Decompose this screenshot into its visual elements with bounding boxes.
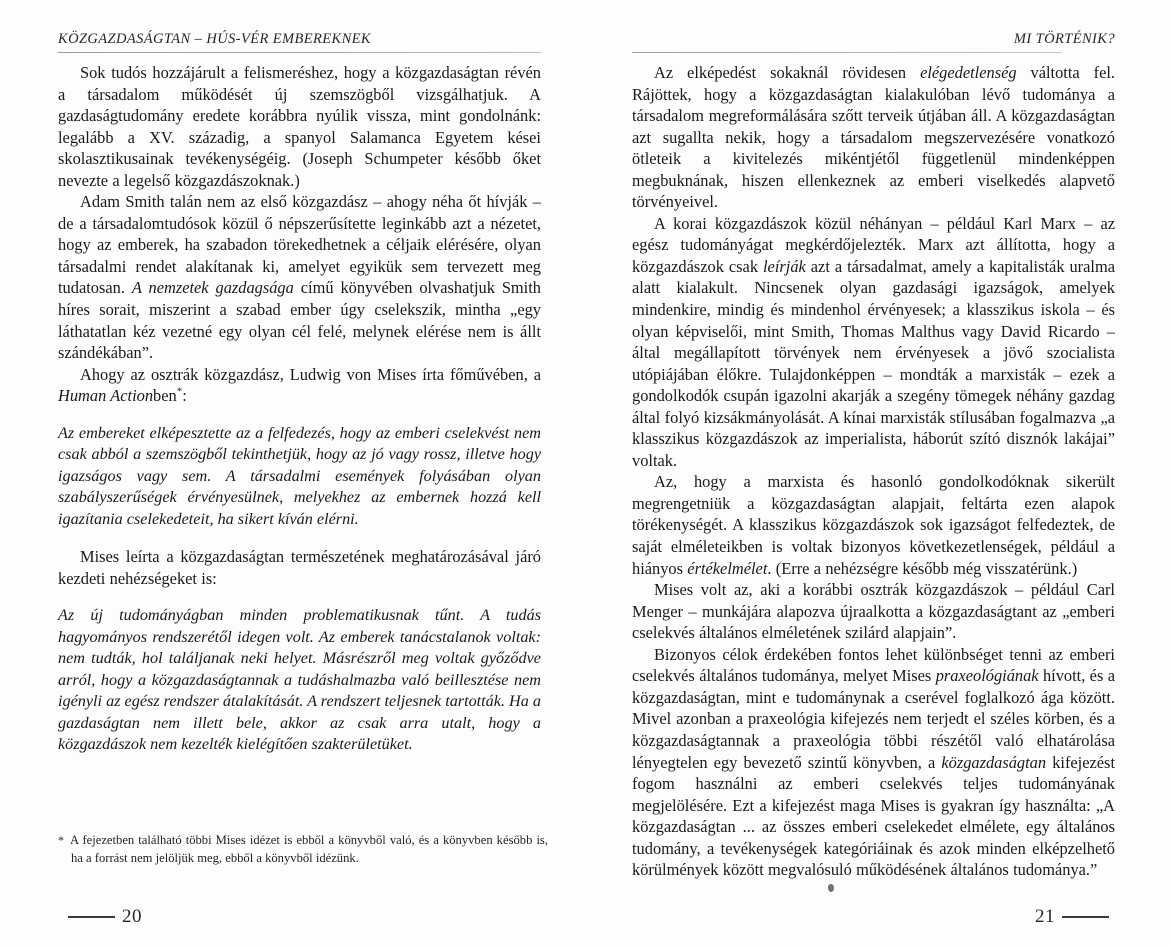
paragraph-intro: Sok tudós hozzájárult a felismeréshez, hogy a közgazdaságtan révén a társadalom működését új szemszögből vizsgálhatjuk. A gazdaságtudomány eredete korábbra nyúlik vissza, mint gondolnánk: legalább a XV. századig, a spanyol Salamanca Egyetem kései skolasztikusainak tevékenységéig. (Joseph Schumpeter később őket nevezte a legelső közgazdászoknak.) (58, 63, 541, 190)
paragraph-marx (632, 213, 1115, 472)
right-page (586, 0, 1171, 946)
emphasis-leirjak: leírják (763, 256, 806, 276)
emphasis-kozgazdasagtan: közgazdaságtan (941, 752, 1047, 772)
run-text: hívott, és a közgazdaságtan, mint e tudománynak a cserével foglalkozó ága között. Mivel azonban a praxeológia kifejezés nem terjedt el széles körben, és a közgazdaságtannak a praxeológia többi részétől való elhatárolása lényegtelen egy bevezető szintű könyvben, a (632, 666, 1115, 772)
paragraph-praxeologia (632, 644, 1115, 881)
run-text: Az elképedést sokaknál rövidesen (654, 63, 921, 82)
emphasis-praxeologianak: praxeológiának (935, 666, 1039, 686)
paragraph-mises-intro (58, 364, 541, 407)
paragraph-mises-difficulties: Mises leírta a közgazdaságtan természetének meghatározásával járó kezdeti nehézségeket is: (58, 547, 541, 588)
run-text: Ahogy az osztrák közgazdász, Ludwig von Mises írta főművében, a (80, 364, 541, 384)
left-running-head-text: KÖZGAZDASÁGTAN – HÚS-VÉR EMBEREKNEK (58, 31, 371, 47)
spacer (58, 589, 541, 605)
paragraph-adam-smith (58, 191, 541, 363)
spacer (58, 530, 541, 546)
run-text: váltotta fel. Rájöttek, hogy a közgazdaságtan kialakulóban lévő tudománya a társadalom megreformálására szőtt terveik útjában áll. A közgazdaságtan azt sugallta nekik, hogy a társadalom megszervezésére vonatkozó ötleteik a kivitelezés mikéntjétől függetlenül mindenképpen megbuknának, hiszen ellenkeznek az emberi viselkedés alapvető törvényeivel. (632, 63, 1116, 212)
paragraph-elkepedes (632, 62, 1115, 213)
right-running-head (632, 0, 1115, 62)
run-text: című könyvében olvashatjuk Smith híres sorait, miszerint a szabad ember úgy cselekszik, mintha „egy láthatatlan kéz vezetné egy olyan cél felé, melynek elérése nem is állt szándékában”. (58, 278, 541, 363)
book-title-human-action: Human Action (58, 386, 154, 406)
right-text-column (632, 62, 1115, 881)
paragraph-alapok-torekenysege (632, 471, 1115, 579)
folio-left (68, 906, 142, 928)
paragraph-menger: Mises volt az, aki a korábbi osztrák közgazdászok – például Carl Menger – munkájára alapozva újraalkotta a közgazdaságtant az „emberi cselekvés általános elméletének szilárd alapjain”. (632, 580, 1115, 643)
right-running-head-rule (632, 52, 1062, 53)
run-text: : (182, 386, 187, 406)
right-running-head-text: MI TÖRTÉNIK? (1013, 31, 1115, 47)
run-text: Bizonyos célok érdekében fontos lehet különbséget tenni az emberi cselekvés általános tudománya, melyet Mises (632, 644, 1115, 686)
footnote-text: A fejezetben található többi Mises idézet is ebből a könyvből való, és a könyvben később is, ha a forrást nem jelöljük meg, ebből a könyvből idézünk. (70, 833, 548, 865)
book-title-nemzetek-gazdagsaga: A nemzetek gazdagsága (131, 278, 294, 298)
spacer (58, 407, 541, 423)
blockquote-mises-1: Az embereket elképesztette az a felfedezés, hogy az emberi cselekvést nem csak abból a szemszögből tekinthetjük, hogy az jó vagy rossz, illetve hogy igazságos vagy sem. A társadalmi események folyásában olyan szabályszerűségek érvényesülnek, melyekhez az embernek hozzá kell igazítania cselekedeteit, ha sikert kíván elérni. (58, 423, 541, 528)
left-text-column (58, 62, 541, 756)
run-text: A korai közgazdászok közül néhányan – például Karl Marx – az egész tudományágat megkérdőjelezték. Marx azt állította, hogy a közgazdászok csak (632, 213, 1115, 276)
page-number: 21 (1035, 906, 1055, 927)
run-text: Az, hogy a marxista és hasonló gondolkodóknak sikerült megrengetniük a közgazdaságtan alapjait, feltárta ezen alapok törékenységét. A klasszikus közgazdászok sok igazságot felfedeztek, de saját elméleteikben is voltak bizonyos következetlenségek, például a hiányos (632, 472, 1115, 578)
folio-rule (68, 916, 115, 918)
folio-right (1035, 906, 1109, 928)
left-running-head-rule (58, 52, 541, 53)
left-running-head (58, 0, 541, 62)
emphasis-ertekelmelet: értékelmélet (687, 558, 768, 578)
emphasis-elegedetlenseg: elégedetlenség (920, 63, 1017, 82)
run-text: azt a társadalmat, amely a kapitalisták uralma alatt kialakult. Nincsenek olyan gazdasági igazságok, amelyek mindenkire, mindig és mindenhol érvényesek; a klasszikus iskola – és olyan képviselői, mint Smith, Thomas Malthus vagy David Ricardo – által megállapított törvények nem érvényesek a jövő szocialista utópiájában élőkre. Tulajdonképpen – mondták a marxisták – ezek a gondolkodók csupán igazolni akarják a szegény tömegek néhány gazdag által folyó kizsákmányolását. A kínai marxisták stílusában fogalmazva „a klasszikus közgazdászok az imperialista, háborút szító disznók lakájai” voltak. (632, 256, 1115, 470)
folio-rule (1062, 916, 1109, 918)
blockquote-mises-2: Az új tudományágban minden problematikusnak tűnt. A tudás hagyományos rendszerétől idegen volt. Az emberek tanácstalanok voltak: nem tudták, hol találjanak neki helyet. Másrészről meg voltak győződve arról, hogy a közgazdaságtannak a tudáshalmazba való beillesztése nem igényli az egész rendszer átalakítását. A rendszert teljesnek tartották. Ha a gazdaságtan nem illett bele, akkor az csak arra utalt, hogy a közgazdászok nem kezelték kielégítően szakterületüket. (58, 606, 541, 754)
footnote-marker-asterisk: * (176, 385, 183, 398)
run-text: ben (153, 386, 177, 406)
run-text: . (Erre a nehézségre később még visszatérünk.) (767, 558, 1078, 578)
footnote-mark: * (58, 833, 64, 847)
footnote (58, 832, 548, 867)
run-text: kifejezést fogom használni az emberi cselekvés teljes tudományának megjelölésére. Ezt a kifejezést maga Mises is gyakran így használta: „A közgazdaságtan ... az összes emberi cselekedet elmélete, egy általános tudomány, a tevékenységek kategóriáinak és azok minden elképzelhető körülmények között megvalósuló működésének általános tudománya.” (632, 752, 1115, 880)
page-number: 20 (122, 906, 142, 927)
run-text: Adam Smith talán nem az első közgazdász – ahogy néha őt hívják – de a társadalomtudósok közül ő népszerűsítette leginkább azt a nézetet, hogy az emberek, ha szabadon törekedhetnek a céljaik elérésére, olyan társadalmi rendet alakítanak ki, amelyet egyikük sem tervezett meg tudatosan. (58, 192, 541, 298)
